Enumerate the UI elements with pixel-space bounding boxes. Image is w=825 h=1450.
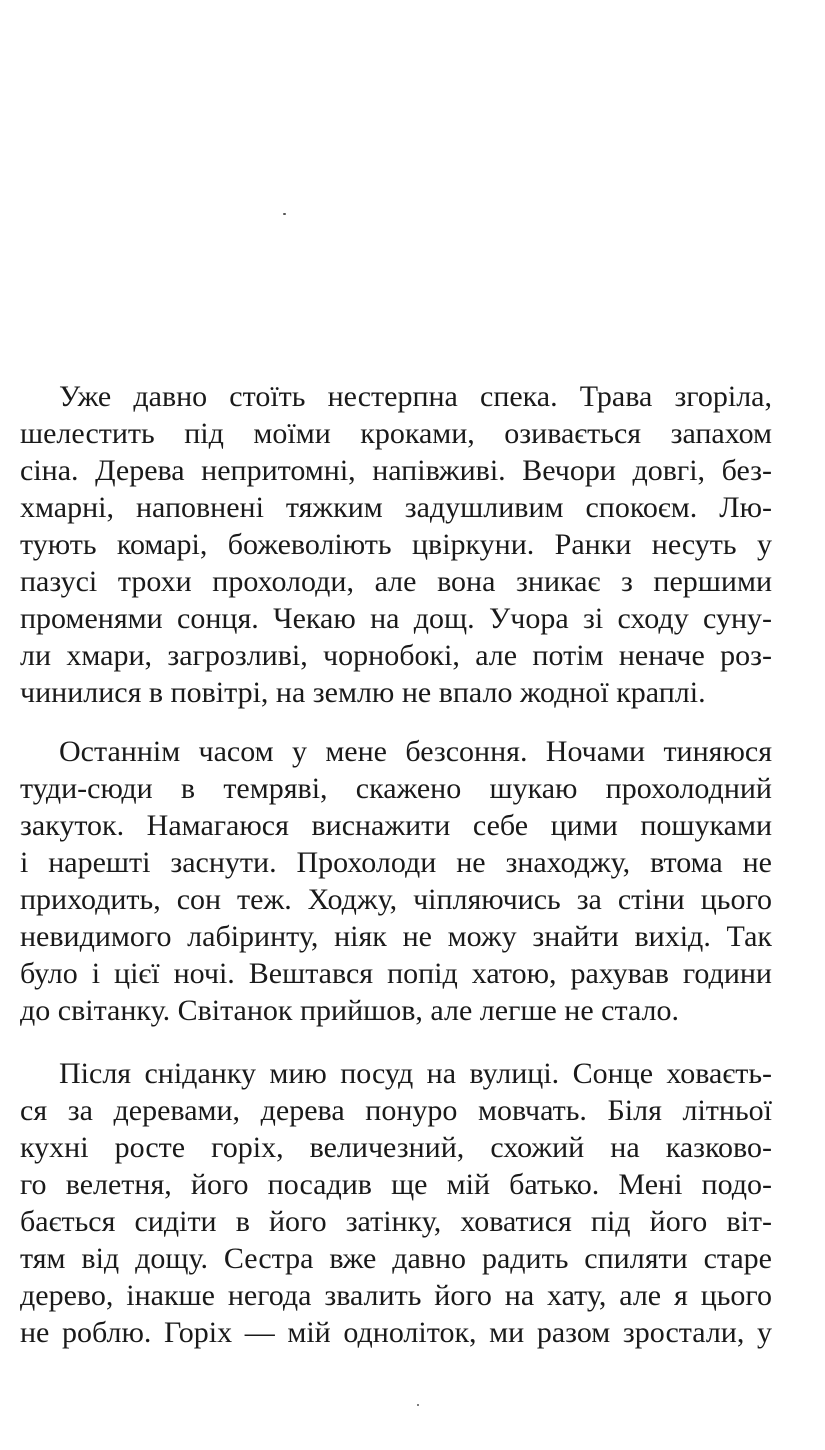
text-line: не роблю. Горіх — мій одноліток, ми разом зростали, у — [20, 1316, 772, 1349]
text-line: бається сидіти в його затінку, ховатися під його віт- — [20, 1205, 772, 1238]
text-line: го велетня, його посадив ще мій батько. Мені подо- — [20, 1168, 772, 1201]
text-line: шелестить під моїми кроками, озивається запахом — [20, 417, 772, 450]
text-line: чинилися в повітрі, на землю не впало жодної краплі. — [20, 676, 706, 709]
text-line: невидимого лабіринту, ніяк не можу знайти вихід. Так — [20, 920, 772, 953]
text-line: Уже давно стоїть нестерпна спека. Трава згоріла, — [59, 380, 772, 413]
text-line: Останнім часом у мене безсоння. Ночами тиняюся — [59, 735, 772, 768]
text-line: дерево, інакше негода звалить його на хату, але я цього — [20, 1279, 772, 1312]
print-speck — [283, 213, 286, 215]
text-line: хмарні, наповнені тяжким задушливим спокоєм. Лю- — [20, 491, 772, 524]
text-line: тям від дощу. Сестра вже давно радить спиляти старе — [20, 1242, 772, 1275]
text-line: тують комарі, божеволіють цвіркуни. Ранки несуть у — [20, 528, 772, 561]
text-line: приходить, сон теж. Ходжу, чіпляючись за стіни цього — [20, 883, 772, 916]
print-speck — [417, 1404, 419, 1406]
text-line: було і цієї ночі. Вештався попід хатою, рахував години — [20, 957, 772, 990]
paragraph-1 — [20, 378, 772, 711]
text-line: до світанку. Світанок прийшов, але легше не стало. — [20, 994, 680, 1027]
text-line: променями сонця. Чекаю на дощ. Учора зі сходу суну- — [20, 602, 772, 635]
text-line: і нарешті заснути. Прохолоди не знаходжу, втома не — [20, 846, 772, 879]
text-line: кухні росте горіх, величезний, схожий на казково- — [20, 1131, 772, 1164]
text-line: туди-сюди в темряві, скажено шукаю прохолодний — [20, 772, 772, 805]
text-line: закуток. Намагаюся виснажити себе цими пошуками — [20, 809, 772, 842]
text-line: сіна. Дерева непритомні, напівживі. Вечори довгі, без- — [20, 454, 772, 487]
paragraph-2 — [20, 733, 772, 1029]
text-line: Після сніданку мию посуд на вулиці. Сонце ховаєть- — [59, 1057, 772, 1090]
text-line: ли хмари, загрозливі, чорнобокі, але потім неначе роз- — [20, 639, 772, 672]
paragraph-3 — [20, 1055, 772, 1351]
text-line: ся за деревами, дерева понуро мовчать. Біля літньої — [20, 1094, 772, 1127]
text-line: пазусі трохи прохолоди, але вона зникає з першими — [20, 565, 772, 598]
